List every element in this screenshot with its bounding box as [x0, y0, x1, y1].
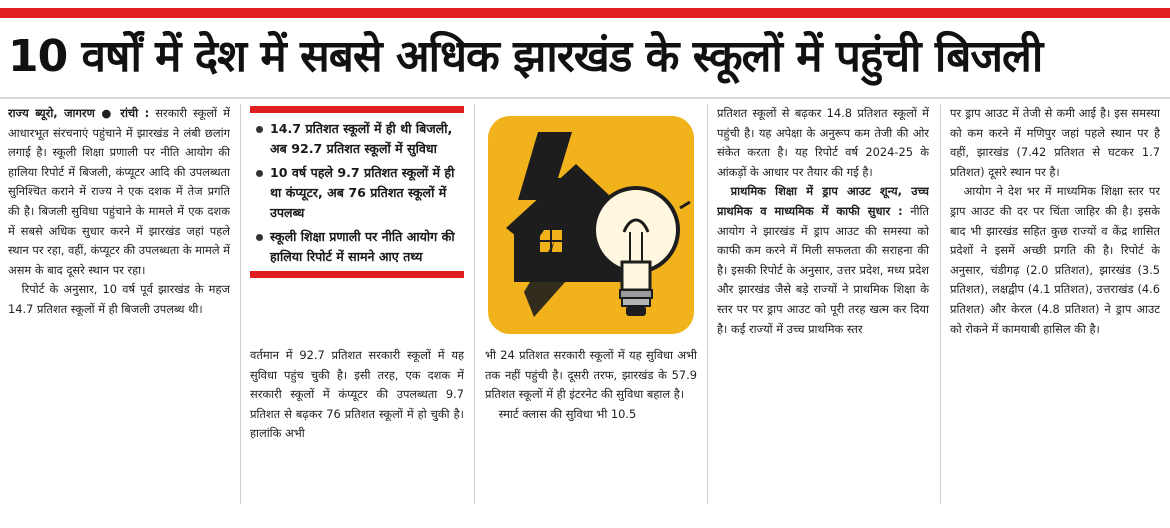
column-divider	[240, 104, 241, 504]
headline-rule	[0, 97, 1170, 99]
subheading: प्राथमिक शिक्षा में ड्राप आउट शून्य, उच्च प्राथमिक व माध्यमिक में काफी सुधार :	[717, 184, 929, 218]
article-column-5	[950, 104, 1160, 504]
article-column-2	[250, 346, 464, 506]
highlight-item	[254, 119, 460, 159]
column-divider	[474, 104, 475, 504]
bullet-icon	[256, 126, 263, 133]
dateline: राज्य ब्यूरो, जागरण ● रांची :	[8, 106, 150, 120]
article-column-1	[8, 104, 230, 504]
highlight-text: 10 वर्ष पहले 9.7 प्रतिशत स्कूलों में ही था कंप्यूटर, अब 76 प्रतिशत स्कूलों में उपलब्ध	[270, 165, 455, 220]
highlight-item	[254, 163, 460, 223]
highlights-list	[250, 113, 464, 267]
article-column-3	[485, 346, 697, 506]
paragraph-text: नीति आयोग ने झारखंड में ड्राप आउट की समस्या को काफी कम करने में मिली सफलता की सराहना की है। इसकी रिपोर्ट के अनुसार, उत्तर प्रदेश, मध्य प्रदेश और झारखंड जैसे बड़े राज्यों ने प्राथमिक शिक्षा के स्तर पर पर ड्राप आउट को पूरी तरह खत्म कर दिया है। कई राज्यों में उच्च प्राथमिक स्तर	[717, 203, 929, 336]
column-divider	[707, 104, 708, 504]
article-paragraph: वर्तमान में 92.7 प्रतिशत सरकारी स्कूलों में यह सुविधा पहुंच चुकी है। इसी तरह, एक दशक में सरकारी स्कूलों में कंप्यूटर की उपलब्धता 9.7 प्रतिशत से बढ़कर 76 प्रतिशत स्कूलों में हो चुकी है। हालांकि अभी	[250, 348, 464, 441]
article-paragraph: प्रतिशत स्कूलों से बढ़कर 14.8 प्रतिशत स्कूलों में पहुंची है। यह अपेक्षा के अनुरूप कम तेजी की ओर संकेत करता है। यह रिपोर्ट वर्ष 2024-25 के आंकड़ों के आधार पर तैयार की गई है।	[717, 106, 929, 179]
article-paragraph: स्मार्ट क्लास की सुविधा भी 10.5	[498, 406, 637, 421]
bullet-icon	[256, 234, 263, 241]
highlights-top-bar	[250, 106, 464, 113]
headline: 10 वर्षों में देश में सबसे अधिक झारखंड के स्कूलों में पहुंची बिजली	[8, 31, 1043, 82]
article-paragraph: पर ड्राप आउट में तेजी से कमी आई है। इस समस्या को कम करने में मणिपुर जहां पहले स्थान पर है वहीं, झारखंड (7.42 प्रतिशत से घटकर 1.7 प्रतिशत) दूसरे स्थान पर है।	[950, 106, 1160, 179]
article-paragraph	[8, 104, 230, 280]
highlight-text: स्कूली शिक्षा प्रणाली पर नीति आयोग की हालिया रिपोर्ट में सामने आए तथ्य	[270, 229, 455, 264]
paragraph-text: सरकारी स्कूलों में आधारभूत संरचनाएं पहुंचाने में झारखंड ने लंबी छलांग लगाई है। स्कूली शिक्षा प्रणाली पर नीति आयोग की हालिया रिपोर्ट में बिजली, कंप्यूटर आदि की उपलब्धता सुनिश्चित कराने में राज्य ने एक दशक में तेज प्रगति की है। बिजली सुविधा पहुंचाने के मामले में एक दशक में सबसे अधिक सुधार करने में झारखंड जहां पहले स्थान पर रहा, वहीं, कंप्यूटर की उपलब्धता के मामले में असम के बाद दूसरे स्थान पर रहा।	[8, 106, 230, 277]
article-paragraph	[717, 182, 929, 339]
article-paragraph: भी 24 प्रतिशत सरकारी स्कूलों में यह सुविधा अभी तक नहीं पहुंची है। दूसरी तरफ, झारखंड के 57.9 प्रतिशत स्कूलों में ही इंटरनेट की सुविधा बहाल है।	[485, 348, 697, 402]
article-paragraph: आयोग ने देश भर में माध्यमिक शिक्षा स्तर पर ड्राप आउट की दर पर चिंता जाहिर की है। इसके बाद भी झारखंड सहित कुछ राज्यों व केंद्र शासित प्रदेशों ने इसमें अच्छी प्रगति की है। रिपोर्ट के अनुसार, चंडीगढ़ (2.0 प्रतिशत), झारखंड (3.5 प्रतिशत), लक्षद्वीप (4.1 प्रतिशत), उत्तराखंड (4.6 प्रतिशत) और केरल (4.8 प्रतिशत) ने ड्राप आउट को रोकने में कामयाबी हासिल की है।	[950, 184, 1160, 336]
bullet-icon	[256, 170, 263, 177]
highlights-bottom-bar	[250, 271, 464, 278]
column-divider	[940, 104, 941, 504]
highlights-box	[250, 106, 464, 342]
highlight-text: 14.7 प्रतिशत स्कूलों में ही थी बिजली, अब 92.7 प्रतिशत स्कूलों में सुविधा	[270, 121, 453, 156]
top-accent-bar	[0, 8, 1170, 18]
highlight-item	[254, 227, 460, 267]
article-paragraph: रिपोर्ट के अनुसार, 10 वर्ष पूर्व झारखंड के महज 14.7 प्रतिशत स्कूलों में ही बिजली उपलब्ध थी।	[8, 282, 230, 316]
electricity-bulb-house-icon	[484, 112, 698, 338]
article-column-4	[717, 104, 929, 504]
